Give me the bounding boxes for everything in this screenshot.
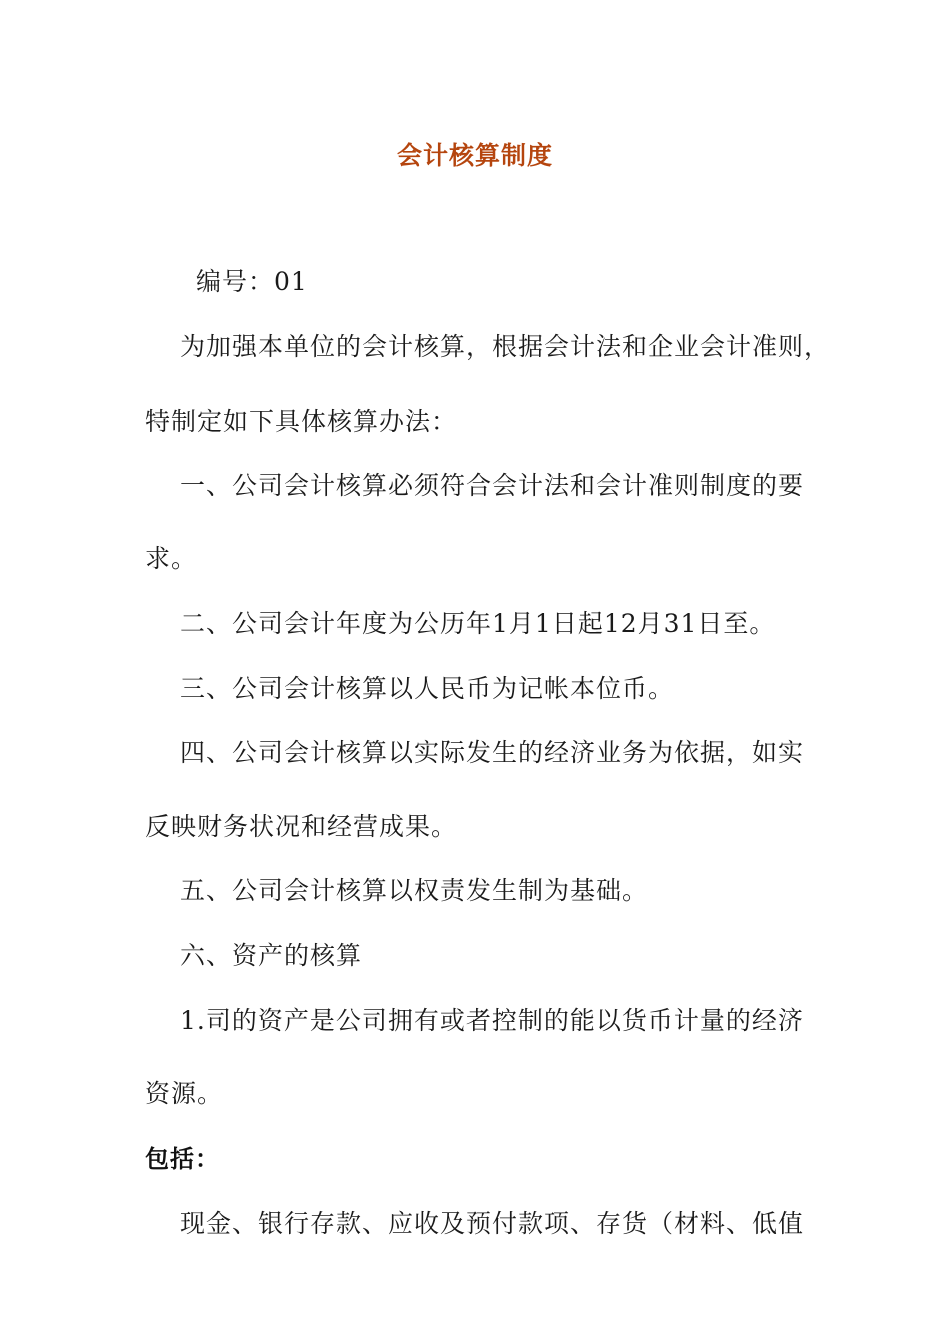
paragraph-line: 四、公司会计核算以实际发生的经济业务为依据，如实 bbox=[180, 738, 805, 767]
paragraph-line: 反映财务状况和经营成果。 bbox=[145, 812, 458, 841]
section-heading: 六、资产的核算 bbox=[180, 941, 363, 970]
paragraph-line: 为加强本单位的会计核算，根据会计法和企业会计准则， bbox=[180, 332, 831, 361]
paragraph-line: 特制定如下具体核算办法： bbox=[145, 407, 458, 436]
bold-subheading: 包括： bbox=[145, 1145, 220, 1173]
paragraph-line: 求。 bbox=[145, 544, 198, 573]
paragraph-line: 二、公司会计年度为公历年1月1日起12月31日至。 bbox=[180, 609, 776, 638]
paragraph-line: 1.司的资产是公司拥有或者控制的能以货币计量的经济 bbox=[180, 1006, 804, 1035]
paragraph-line: 五、公司会计核算以权责发生制为基础。 bbox=[180, 876, 649, 905]
paragraph-line: 现金、银行存款、应收及预付款项、存货（材料、低值 bbox=[180, 1209, 805, 1238]
document-number: 编号：01 bbox=[196, 267, 308, 296]
paragraph-line: 一、公司会计核算必须符合会计法和会计准则制度的要 bbox=[180, 471, 805, 500]
document-title: 会计核算制度 bbox=[396, 141, 553, 170]
paragraph-line: 资源。 bbox=[145, 1079, 224, 1108]
paragraph-line: 三、公司会计核算以人民币为记帐本位币。 bbox=[180, 674, 675, 703]
